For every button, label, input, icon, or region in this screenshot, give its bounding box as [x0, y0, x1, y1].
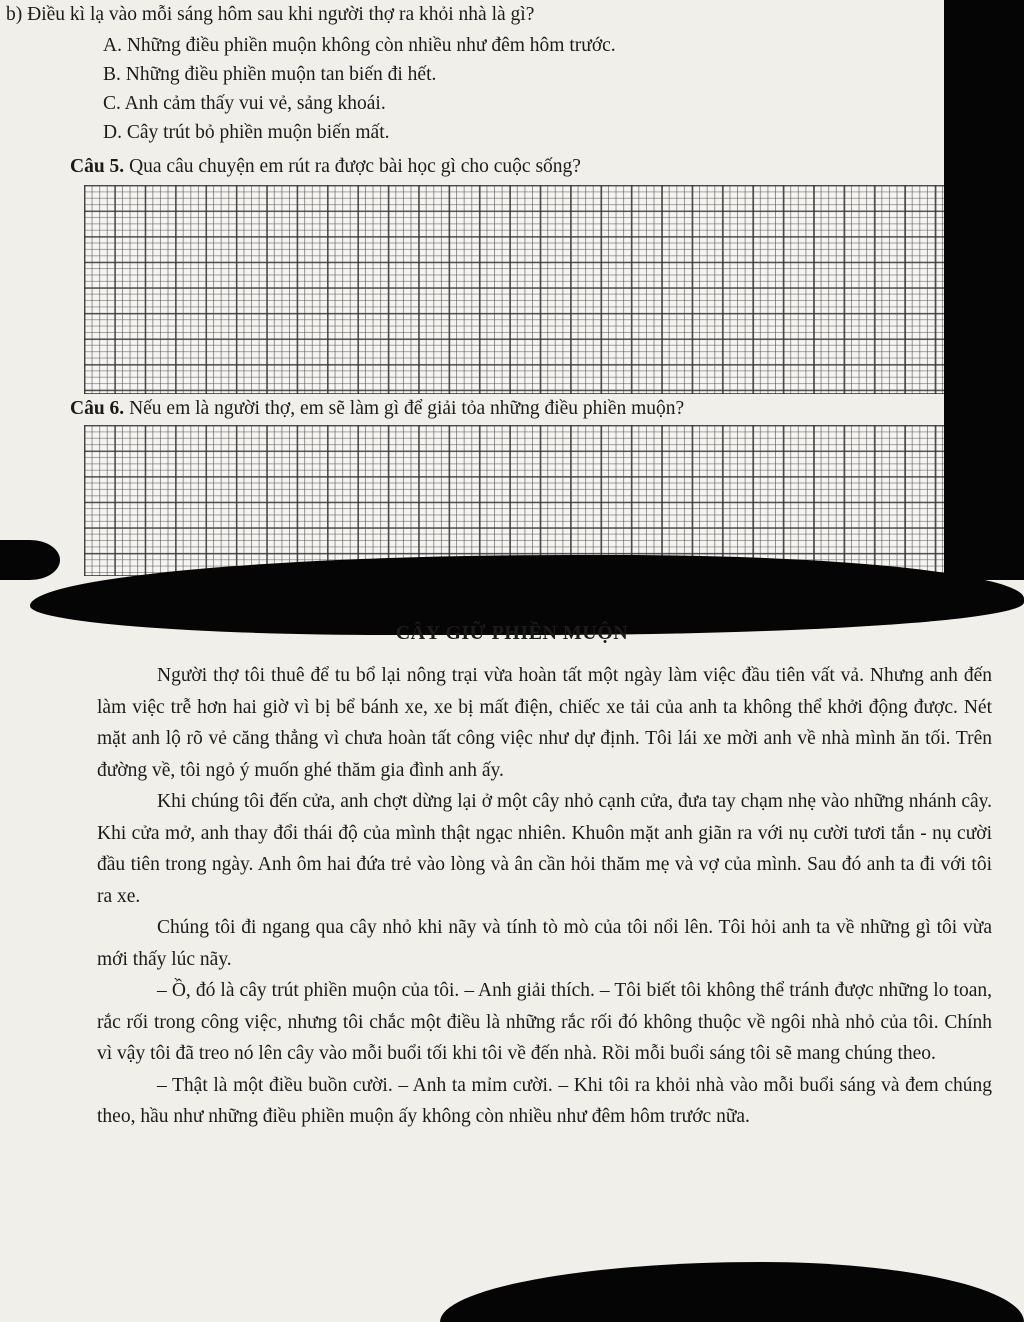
redaction-left-corner [0, 540, 60, 580]
question-b-option-a: A. Những điều phiền muộn không còn nhiều như đêm hôm trước. [103, 35, 616, 56]
question-b-option-c: C. Anh cảm thấy vui vẻ, sảng khoái. [103, 93, 386, 114]
question-6 [70, 397, 684, 421]
answer-grid-question-6[interactable] [84, 425, 945, 576]
question-b-option-d: D. Cây trút bỏ phiền muộn biến mất. [103, 122, 390, 143]
story-paragraph: Người thợ tôi thuê để tu bổ lại nông trại vừa hoàn tất một ngày làm việc đầu tiên vất vả. Nhưng anh đến làm việc trễ hơn hai giờ vì bị bể bánh xe, xe bị mất điện, chiếc xe tải của anh ta không thể khởi động được. Nét mặt anh lộ rõ vẻ căng thẳng vì chưa hoàn tất công việc như dự định. Tôi lái xe mời anh về nhà mình ăn tối. Trên đường về, tôi ngỏ ý muốn ghé thăm gia đình anh ấy. [97, 665, 992, 781]
question-6-label: Câu 6. [70, 398, 125, 419]
story-paragraph: Khi chúng tôi đến cửa, anh chợt dừng lại ở một cây nhỏ cạnh cửa, đưa tay chạm nhẹ vào những nhánh cây. Khi cửa mở, anh thay đổi thái độ của mình thật ngạc nhiên. Khuôn mặt anh giãn ra với nụ cười tươi tắn - nụ cười đầu tiên trong ngày. Anh ôm hai đứa trẻ vào lòng và ân cần hỏi thăm mẹ và vợ của mình. Sau đó anh ta đi với tôi ra xe. [97, 791, 992, 907]
story-body [97, 660, 992, 1133]
story-paragraph: – Ồ, đó là cây trút phiền muộn của tôi. – Anh giải thích. – Tôi biết tôi không thể tránh được những lo toan, rắc rối trong công việc, nhưng tôi chắc một điều là những rắc rối đó không thuộc về ngôi nhà nhỏ của tôi. Chính vì vậy tôi đã treo nó lên cây vào mỗi buổi tối khi tôi về đến nhà. Rồi mỗi buổi sáng tôi sẽ mang chúng theo. [97, 980, 992, 1064]
question-5-text: Qua câu chuyện em rút ra được bài học gì cho cuộc sống? [129, 156, 581, 177]
question-6-text: Nếu em là người thợ, em sẽ làm gì để giải tỏa những điều phiền muộn? [129, 398, 685, 419]
redaction-bottom-band [440, 1262, 1024, 1322]
question-b-option-b: B. Những điều phiền muộn tan biến đi hết. [103, 64, 437, 85]
question-5-label: Câu 5. [70, 156, 125, 177]
question-b-prompt: b) Điều kì lạ vào mỗi sáng hôm sau khi người thợ ra khỏi nhà là gì? [6, 4, 535, 25]
question-5 [70, 155, 581, 179]
story-paragraph: Chúng tôi đi ngang qua cây nhỏ khi nãy và tính tò mò của tôi nổi lên. Tôi hỏi anh ta về những gì tôi vừa mới thấy lúc nãy. [97, 917, 992, 970]
answer-grid-question-5[interactable] [84, 185, 945, 394]
redaction-right-edge [944, 0, 1024, 580]
story-title: CÂY GIỮ PHIỀN MUỘN [395, 622, 629, 644]
story-paragraph: – Thật là một điều buồn cười. – Anh ta mỉm cười. – Khi tôi ra khỏi nhà vào mỗi buổi sáng và đem chúng theo, hầu như những điều phiền muộn ấy không còn nhiều như đêm hôm trước nữa. [97, 1074, 992, 1127]
